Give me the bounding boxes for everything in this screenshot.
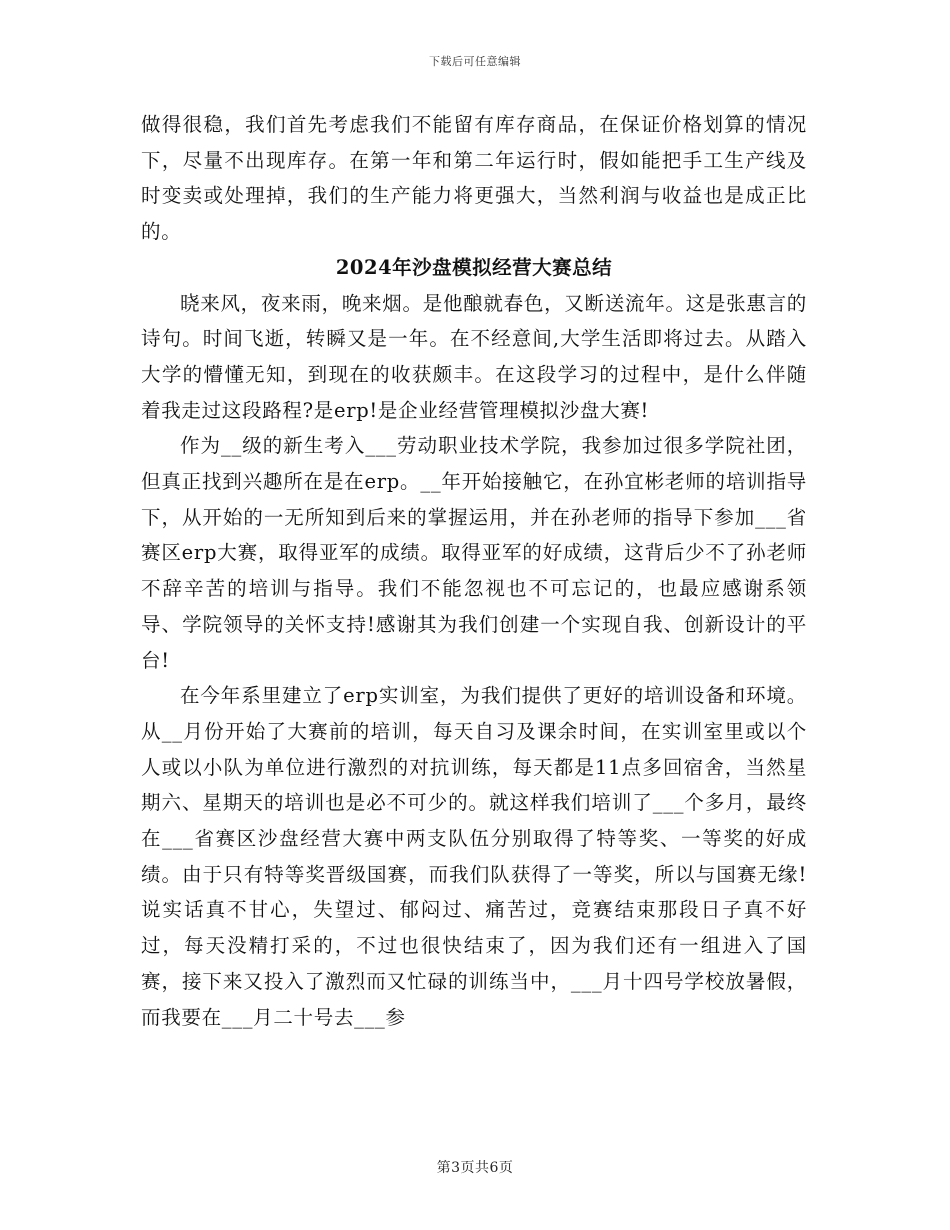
body-paragraph-3: 在今年系里建立了erp实训室，为我们提供了更好的培训设备和环境。从__月份开始了大赛前的培训，每天自习及课余时间，在实训室里或以个人或以小队为单位进行激烈的对抗训练，每天都是11点多回宿舍，当然星期六、星期天的培训也是必不可少的。就这样我们培训了___个多月，最终在___省赛区沙盘经营大赛中两支队伍分别取得了特等奖、一等奖的好成绩。由于只有特等奖晋级国赛，而我们队获得了一等奖，所以与国赛无缘!说实话真不甘心，失望过、郁闷过、痛苦过，竞赛结束那段日子真不好过，每天没精打采的，不过也很快结束了，因为我们还有一组进入了国赛，接下来又投入了激烈而又忙碌的训练当中，___月十四号学校放暑假，而我要在___月二十号去___参 xyxy=(141,684,807,1029)
body-paragraph-1: 晓来风，夜来雨，晚来烟。是他酿就春色，又断送流年。这是张惠言的诗句。时间飞逝，转瞬又是一年。在不经意间,大学生活即将过去。从踏入大学的懵懂无知，到现在的收获颇丰。在这段学习的过程中，是什么伴随着我走过这段路程?是erp!是企业经营管理模拟沙盘大赛! xyxy=(141,291,807,422)
body-paragraph-2: 作为__级的新生考入___劳动职业技术学院，我参加过很多学院社团，但真正找到兴趣所在是在erp。__年开始接触它，在孙宜彬老师的培训指导下，从开始的一无所知到后来的掌握运用，并在孙老师的指导下参加___省赛区erp大赛，取得亚军的成绩。取得亚军的好成绩，这背后少不了孙老师不辞辛苦的培训与指导。我们不能忽视也不可忘记的，也最应感谢系领导、学院领导的关怀支持!感谢其为我们创建一个实现自我、创新设计的平台! xyxy=(141,434,807,672)
continued-paragraph: 做得很稳，我们首先考虑我们不能留有库存商品，在保证价格划算的情况下，尽量不出现库存。在第一年和第二年运行时，假如能把手工生产线及时变卖或处理掉，我们的生产能力将更强大，当然利润与收益也是成正比的。 xyxy=(141,113,807,244)
page-header: 下载后可任意编辑 xyxy=(429,55,521,68)
page-number-footer: 第3页共6页 xyxy=(436,1160,514,1176)
section-title: 2024年沙盘模拟经营大赛总结 xyxy=(335,255,613,279)
document-body xyxy=(141,107,807,1035)
